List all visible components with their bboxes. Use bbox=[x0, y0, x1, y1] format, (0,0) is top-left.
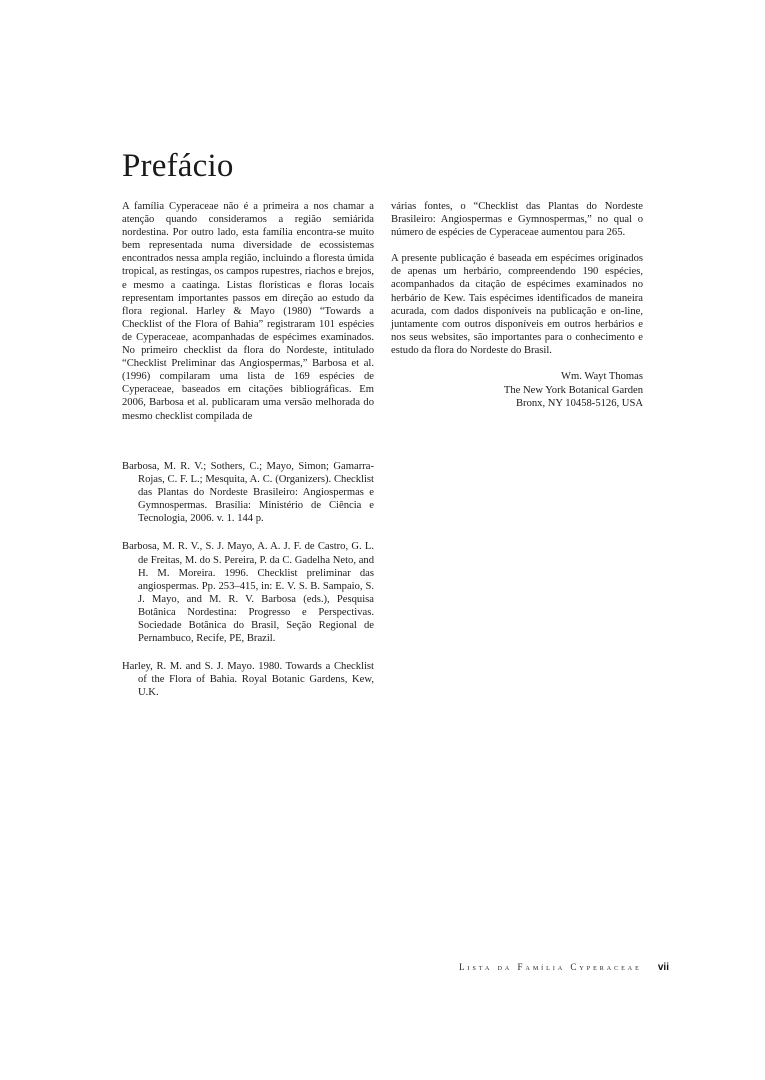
references-list bbox=[122, 460, 374, 715]
page-title: Prefácio bbox=[122, 148, 234, 184]
signature-address: Bronx, NY 10458-5126, USA bbox=[515, 398, 643, 410]
reference-entry: Harley, R. M. and S. J. Mayo. 1980. Towards a Checklist of the Flora of Bahia. Royal Botanic Gardens, Kew, U.K. bbox=[122, 661, 374, 699]
left-column bbox=[122, 200, 374, 436]
page-number: vii bbox=[657, 962, 669, 973]
body-paragraph: várias fontes, o “Checklist das Plantas do Nordeste Brasileiro: Angiospermas e Gymnospermas,” no qual o número de espécies de Cyperaceae aumentou para 265. bbox=[391, 201, 643, 239]
right-column bbox=[391, 200, 643, 411]
body-paragraph: A família Cyperaceae não é a primeira a nos chamar a atenção quando consideramos a região semiárida nordestina. Por outro lado, esta família encontra-se muito bem representada numa diversidade de ecossistemas encontrados nessa ampla região, incluindo a floresta úmida tropical, as restingas, os campos rupestres, riachos e brejos, e mesmo a caatinga. Listas florísticas e floras locais representam importantes passos em direção ao estudo da flora regional. Harley & Mayo (1980) “Towards a Checklist of the Flora of Bahia” registraram 101 espécies de Cyperaceae, acompanhadas de espécimes examinados. No primeiro checklist da flora do Nordeste, intitulado “Checklist Preliminar das Angiospermas,” Barbosa et al. (1996) compilaram uma lista de 169 espécies de Cyperaceae, baseados em citações bibliográficas. Em 2006, Barbosa et al. publicaram uma versão melhorada do mesmo checklist compilada de bbox=[122, 201, 374, 422]
page-footer bbox=[380, 962, 669, 973]
signature-institution: The New York Botanical Garden bbox=[503, 384, 643, 396]
running-title: Lista da Família Cyperaceae bbox=[458, 962, 642, 972]
signature-block bbox=[391, 370, 643, 411]
signature-name: Wm. Wayt Thomas bbox=[560, 371, 643, 383]
reference-entry: Barbosa, M. R. V.; Sothers, C.; Mayo, Simon; Gamarra-Rojas, C. F. L.; Mesquita, A. C. (Organizers). Checklist das Plantas do Nordeste Brasileiro: Angiospermas e Gymnospermas. Brasília: Ministério de Ciência e Tecnologia, 2006. v. 1. 144 p. bbox=[122, 461, 374, 525]
reference-entry: Barbosa, M. R. V., S. J. Mayo, A. A. J. F. de Castro, G. L. de Freitas, M. do S. Pereira, P. da C. Gadelha Neto, and H. M. Moreira. 1996. Checklist preliminar das angiospermas. Pp. 253–415, in: E. V. S. B. Sampaio, S. J. Mayo, and M. R. V. Barbosa (eds.), Pesquisa Botânica Nordestina: Progresso e Perspectivas. Sociedade Botânica do Brasil, Seção Regional de Pernambuco, Recife, PE, Brazil. bbox=[122, 541, 374, 645]
body-paragraph: A presente publicação é baseada em espécimes originados de apenas um herbário, compreendendo 190 espécies, acompanhados da citação de espécimes examinados no herbário de Kew. Tais espécimes identificados de maneira acurada, com dados disponíveis na publicação e on-line, juntamente com outros disponíveis em outros herbários e nos seus websites, são importantes para o conhecimento e estudo da flora do Nordeste do Brasil. bbox=[391, 253, 643, 356]
